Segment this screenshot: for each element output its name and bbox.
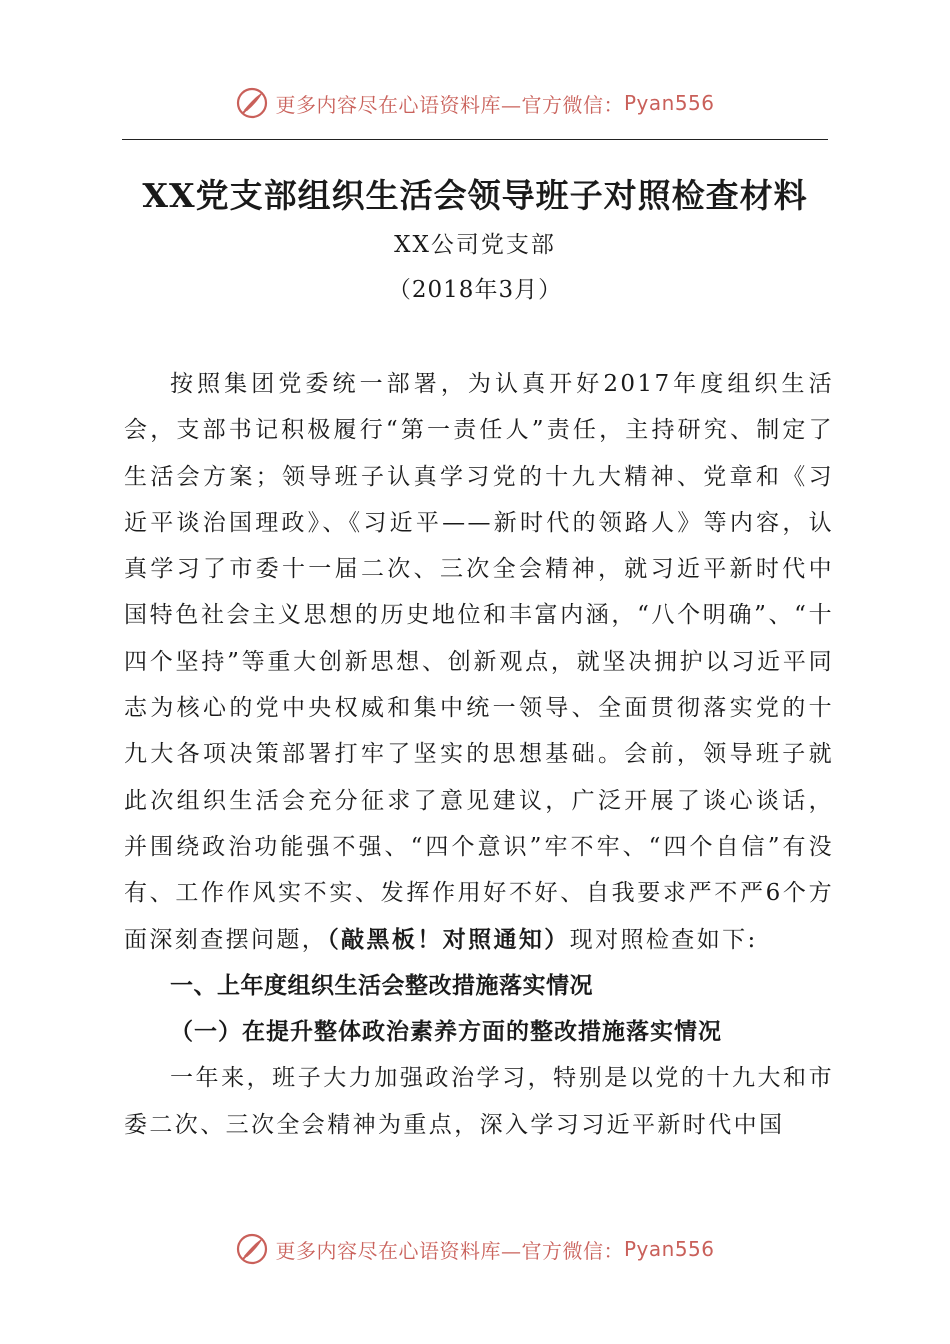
section-heading-1: 一、上年度组织生活会整改措施落实情况	[170, 972, 593, 999]
section-heading-1-1: （一）在提升整体政治素养方面的整改措施落实情况	[170, 1018, 722, 1046]
watermark-footer	[0, 1229, 950, 1269]
watermark-text: 更多内容尽在心语资料库—官方微信：	[275, 1238, 624, 1263]
paragraph-intro-text: 按照集团党委统一部署，为认真开好2017年度组织生活会，支部书记积极履行“第一责任人”责任，主持研究、制定了生活会方案；领导班子认真学习党的十九大精神、党章和《习近平谈治国理政》、《习近平——新时代的领路人》等内容，认真学习了市委十一届二次、三次全会精神，就习近平新时代中国特色社会主义思想的历史地位和丰富内涵，“八个明确”、“十四个坚持”等重大创新思想、创新观点，就坚决拥护以习近平同志为核心的党中央权威和集中统一领导、全面贯彻落实党的十九大各项决策部署打牢了坚实的思想基础。会前，领导班子就此次组织生活会充分征求了意见建议，广泛开展了谈心谈话，并围绕政治功能强不强、“四个意识”牢不牢、“四个自信”有没有、工作作风实不实、发挥作用好不好、自我要求严不严6个方面深刻查摆问题，	[124, 371, 834, 953]
paragraph-intro	[124, 361, 834, 963]
document-title: XX党支部组织生活会领导班子对照检查材料	[142, 176, 808, 215]
paragraph-intro-bold-note: （敲黑板！对照通知）	[327, 925, 570, 953]
watermark-wechat-id: Pyan556	[623, 1237, 715, 1261]
quill-logo-icon	[235, 1232, 269, 1266]
paragraph-section-1-1: 一年来，班子大力加强政治学习，特别是以党的十九大和市委二次、三次全会精神为重点，深入学习习近平新时代中国	[124, 1065, 834, 1138]
paragraph-intro-ending: 现对照检查如下:	[569, 926, 758, 953]
quill-logo-icon	[235, 86, 269, 120]
watermark-wechat-id: Pyan556	[623, 91, 715, 115]
document-organization: XX公司党支部	[394, 232, 556, 258]
document-body	[124, 361, 834, 1148]
document-date: （2018年3月）	[387, 277, 563, 303]
watermark-text: 更多内容尽在心语资料库—官方微信：	[275, 92, 624, 117]
header-rule	[122, 139, 828, 140]
watermark-header	[0, 83, 950, 123]
